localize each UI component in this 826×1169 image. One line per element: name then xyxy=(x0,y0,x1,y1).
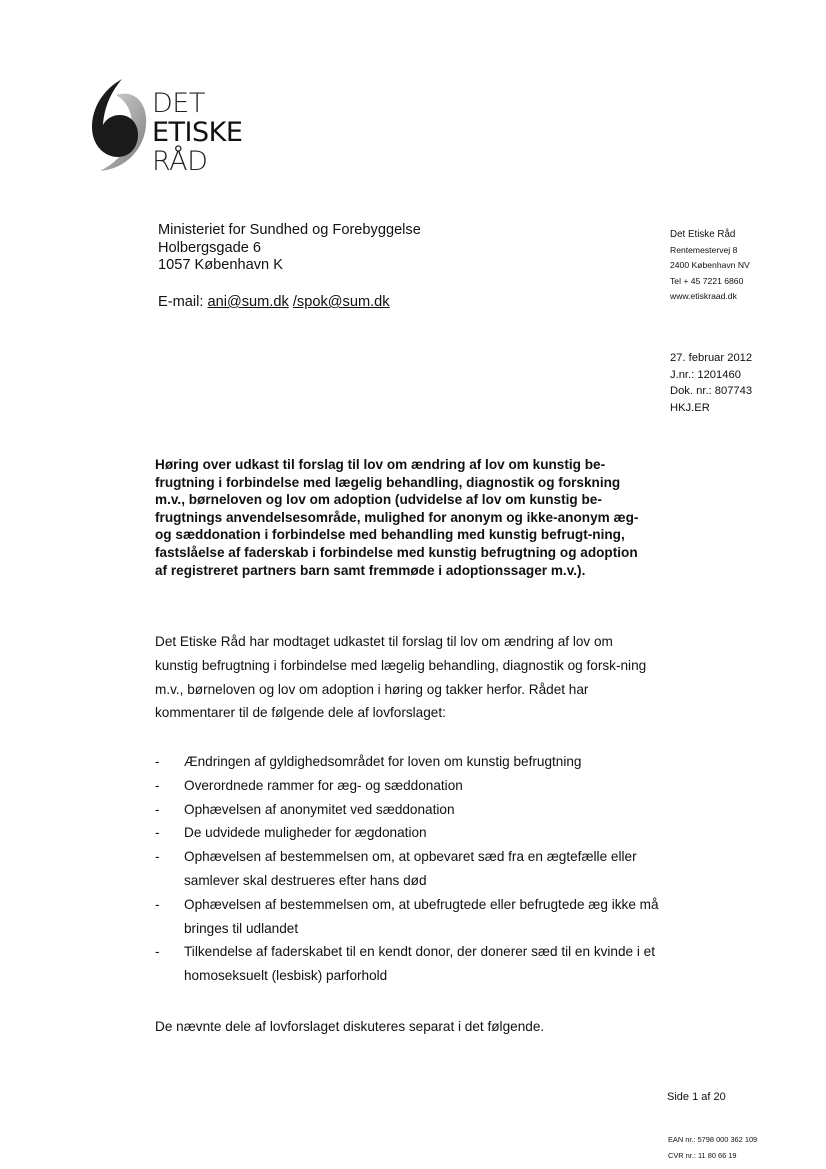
list-item: - De udvidede muligheder for ægdonation xyxy=(155,825,427,841)
sender-info xyxy=(670,227,750,305)
sender-web: www.etiskraad.dk xyxy=(670,291,737,301)
email-link-spok[interactable]: /spok@sum.dk xyxy=(292,294,390,310)
page-number: Side 1 af 20 xyxy=(667,1091,726,1103)
list-item: - Tilkendelse af faderskabet til en kendt donor, der donerer sæd til en kvinde i et homoseksuelt (lesbisk) parforhold xyxy=(155,944,656,984)
logo-text-det: DET xyxy=(152,88,205,119)
email-link-ani[interactable]: ani@sum.dk xyxy=(207,294,289,310)
sender-phone: Tel + 45 7221 6860 xyxy=(670,275,744,286)
recipient-address xyxy=(158,222,421,275)
list-item: - Overordnede rammer for æg- og sæddonation xyxy=(155,777,463,793)
recipient-line: Holbergsgade 6 xyxy=(158,239,262,256)
recipient-email xyxy=(158,294,390,312)
recipient-line: Ministeriet for Sundhed og Forebyggelse xyxy=(158,222,421,238)
list-item: - Ændringen af gyldighedsområdet for loven om kunstig befrugtning xyxy=(155,754,582,769)
list-item: - Ophævelsen af bestemmelsen om, at ubefrugtede eller befrugtede æg ikke må bringes til udlandet xyxy=(155,896,659,936)
email-label: E-mail: xyxy=(158,294,204,310)
meta-dok: Dok. nr.: 807743 xyxy=(670,385,753,397)
det-etiske-raad-logo xyxy=(86,75,256,175)
ean-number: EAN nr.: 5798 000 362 109 xyxy=(668,1135,758,1144)
logo-text-raad: RÅD xyxy=(152,146,208,177)
meta-jnr: J.nr.: 1201460 xyxy=(670,368,741,381)
logo-text-etiske: ETISKE xyxy=(152,117,243,148)
intro-paragraph: Det Etiske Råd har modtaget udkastet til forslag til lov om ændring af lov om kunstig befrugtning i forbindelse med lægelig behandling, diagnostik og forsk-ning m.v., børneloven og lov om adoption i høring og takker herfor. Rådet har kommentarer til de følgende dele af lovforslaget: xyxy=(155,634,647,721)
sender-city: 2400 København NV xyxy=(670,260,750,270)
recipient-line: 1057 København K xyxy=(158,257,283,273)
registry-numbers xyxy=(668,1132,757,1164)
closing-paragraph: De nævnte dele af lovforslaget diskuteres separat i det følgende. xyxy=(155,1019,545,1034)
meta-date: 27. februar 2012 xyxy=(670,352,753,364)
sender-street: Rentemestervej 8 xyxy=(670,244,738,255)
meta-initials: HKJ.ER xyxy=(670,401,710,414)
list-item: - Ophævelsen af anonymitet ved sæddonation xyxy=(155,801,455,817)
sender-org: Det Etiske Råd xyxy=(670,229,736,240)
cvr-number: CVR nr.: 11 80 66 19 xyxy=(668,1151,737,1160)
list-item: - Ophævelsen af bestemmelsen om, at opbevaret sæd fra en ægtefælle eller samlever skal destrueres efter hans død xyxy=(155,849,637,888)
logo-swirl-icon xyxy=(86,75,150,175)
letter-heading: Høring over udkast til forslag til lov om ændring af lov om kunstig be-frugtning i forbindelse med lægelig behandling, diagnostik og forskning m.v., børneloven og lov om adoption (udvidelse af lov om kunstig be-frugtnings anvendelsesområde, mulighed for anonym og ikke-anonym æg- og sæddonation i forbindelse med behandling med kunstig befrugt-ning, fastslåelse af faderskab i forbindelse med kunstig befrugtning og adoption af registreret partners barn samt fremmøde i adoptionssager m.v.). xyxy=(155,457,639,578)
document-meta xyxy=(670,350,752,416)
comment-points-list xyxy=(155,750,665,988)
